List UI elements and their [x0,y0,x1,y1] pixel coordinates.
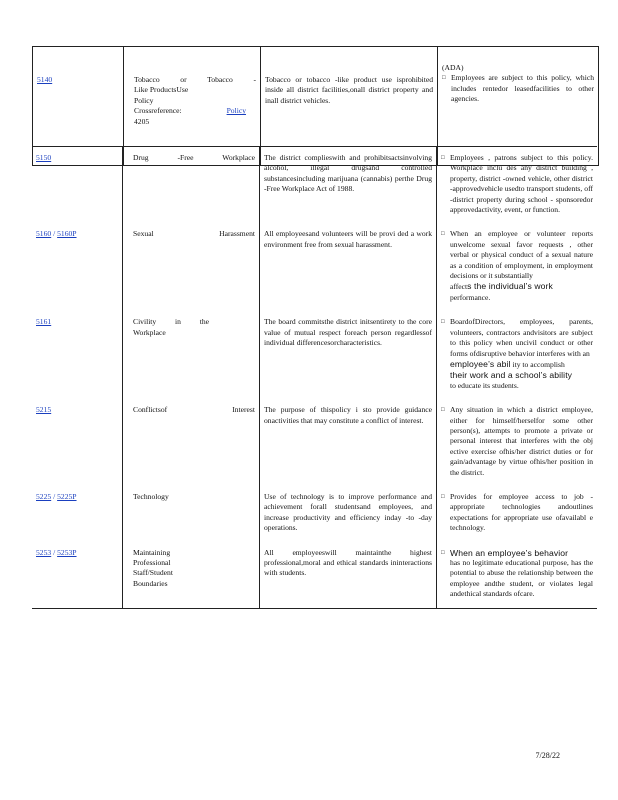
policy-description-cell [260,223,437,311]
policy-code-link[interactable]: 5140 [37,75,53,84]
policy-rights: □ When an employee or volunteer reports unwelcome sexual favor requests , other verbal or physical conduct of a sexual nature as a condition of employment, in employment decisions or it substantially [441,229,593,281]
policy-title-line: Maintaining [133,547,171,557]
crossreference-label: Crossreference: [134,106,182,116]
policy-title: Civility in the Workplace [133,317,209,337]
policy-title-line: Policy [134,95,154,105]
policy-code-cell [32,311,123,399]
policy-code-cell: 5160 / 5160P [36,229,77,239]
policy-crossref-number: 4205 [134,116,150,126]
policy-code-link[interactable]: 5215 [36,405,52,415]
policy-crossref-link[interactable]: Policy [226,106,246,116]
policy-title: Drug -Free Workplace [133,153,255,162]
policy-code-cell: 5225 / 5225P [36,491,77,501]
policy-title: Technology [133,491,169,501]
policy-rights-emphasis: s the individual’s work [467,281,553,292]
policy-rights: □ BoardofDirectors, employees, parents, volunteers, contractors andvisitors are subject to this policy when uncivil conduct or other forms ofdisruptive behavior interferes with an [441,317,593,359]
policy-code-link[interactable]: 5225 [36,491,52,501]
policy-title-line: Tobacco or Tobacco - [134,75,256,84]
table-row [32,486,597,542]
policy-code-link[interactable]: 5161 [36,317,52,327]
policy-description: All employeeswill maintainthe highest professional,moral and ethical standards ininteractions with students. [264,547,432,578]
policy-rights-tail: affect [450,282,468,292]
policy-title-cell [123,311,260,399]
policy-description: All employeesand volunteers will be provi ded a work environment free from sexual harassment. [264,229,432,249]
policy-title-cell [123,542,260,609]
policy-description: Tobacco or tobacco -like product use isprohibited inside all district facilities,onall district property and inall district vehicles. [265,75,433,105]
policy-title-cell [123,399,260,486]
policy-rights-cell [437,147,598,224]
policy-description: Use of technology is to improve performance and achievement forall studentsand employees, and increase productivity and efficiency inday -to -day operations. [264,491,432,533]
footer-date: 7/28/22 [535,751,560,760]
policy-rights-cell [437,486,598,542]
policy-description-cell [260,147,437,224]
policy-procedure-link[interactable]: 5160P [57,229,77,239]
policy-code-link[interactable]: 5160 [36,229,52,239]
table-row [32,542,597,609]
policy-rights: □ Provides for employee access to job -appropriate technologies andoutlines expectations for appropriate use ofavailabl e technology. [441,492,593,534]
policy-description: The purpose of thispolicy i sto provide guidance onactivities that may constitute a conflict of interest. [264,405,432,425]
policy-rights-cell [437,223,598,311]
policy-rights-cell [437,311,598,399]
policy-title-line: Professional [133,558,171,567]
policy-rights: □ Any situation in which a district employee, either for himself/herselfor some other person(s), attempts to promote a private or personal interest that interferes with the obj ective exercise ofhis/her district duties or for gain/advantage by virtue ofhis/her position in the district. [441,405,593,478]
policy-rights-mid: ity to accomplish [512,359,565,369]
policy-rights-cell [437,399,598,486]
policy-description-cell [260,542,437,609]
prev-text-tail: (ADA) [442,63,464,72]
policy-code-cell [32,399,123,486]
policy-title-cell [123,147,260,224]
policy-rights-emphasis: employee’s abil [450,358,511,369]
policy-code-cell: 5253 / 5253P [36,547,77,557]
policy-description-cell [260,311,437,399]
policy-title-line: Staff/Student [133,568,173,578]
policy-description-cell [260,399,437,486]
policy-title-cell [123,223,260,311]
policy-rights-emphasis: □ When an employee’s behavior [441,548,593,558]
policy-procedure-link[interactable]: 5225P [57,491,77,501]
policy-code-cell [32,147,123,224]
policy-title: Conflictsof Interest [133,405,255,415]
table-row [32,311,597,399]
policy-title-cell [123,486,260,542]
policy-rights-end: performance. [450,292,491,302]
policy-description-cell [260,486,437,542]
table-row [32,399,597,486]
policy-rights-emphasis-2: their work and a school’s ability [450,370,573,381]
policy-title-line: Boundaries [133,578,168,588]
table-row [32,223,597,311]
policy-rights-cell [437,542,598,609]
policy-rights: □ Employees are subject to this policy, which includes rentedor leasedfacilities to other agencies. [442,73,594,104]
policy-title-line: Like ProductsUse [134,85,189,95]
policy-description: The district complieswith and prohibitsactsinvolving alcohol, illegal drugsand controlled substancesincluding marijuana (cannabis) perthe Drug -Free Workplace Act of 1988. [264,153,432,194]
policy-table [32,146,597,609]
policy-title: Sexual Harassment [133,229,255,239]
policy-description: The board commitsthe district initsentirety to the core value of mutual respect foreach person regardlessof individual differencesorcharacteristics. [264,317,432,348]
policy-procedure-link[interactable]: 5253P [57,547,77,557]
table-row [32,147,597,224]
policy-rights: has no legitimate educational purpose, has the potential to abuse the relationship between the employee andthe student, or violates legal andethical standards ofcare. [450,558,593,599]
policy-rights: □ Employees , patrons subject to this policy. Workplace inclu des any district building , property, district -owned vehicle, other district -approvedvehicle usedto transport students, off -district property during school - sponsoredor approvedactivity, event, or function. [441,153,593,215]
policy-code-link[interactable]: 5150 [36,153,52,162]
policy-code-link[interactable]: 5253 [36,547,52,557]
policy-rights-end: to educate its students. [450,380,519,390]
